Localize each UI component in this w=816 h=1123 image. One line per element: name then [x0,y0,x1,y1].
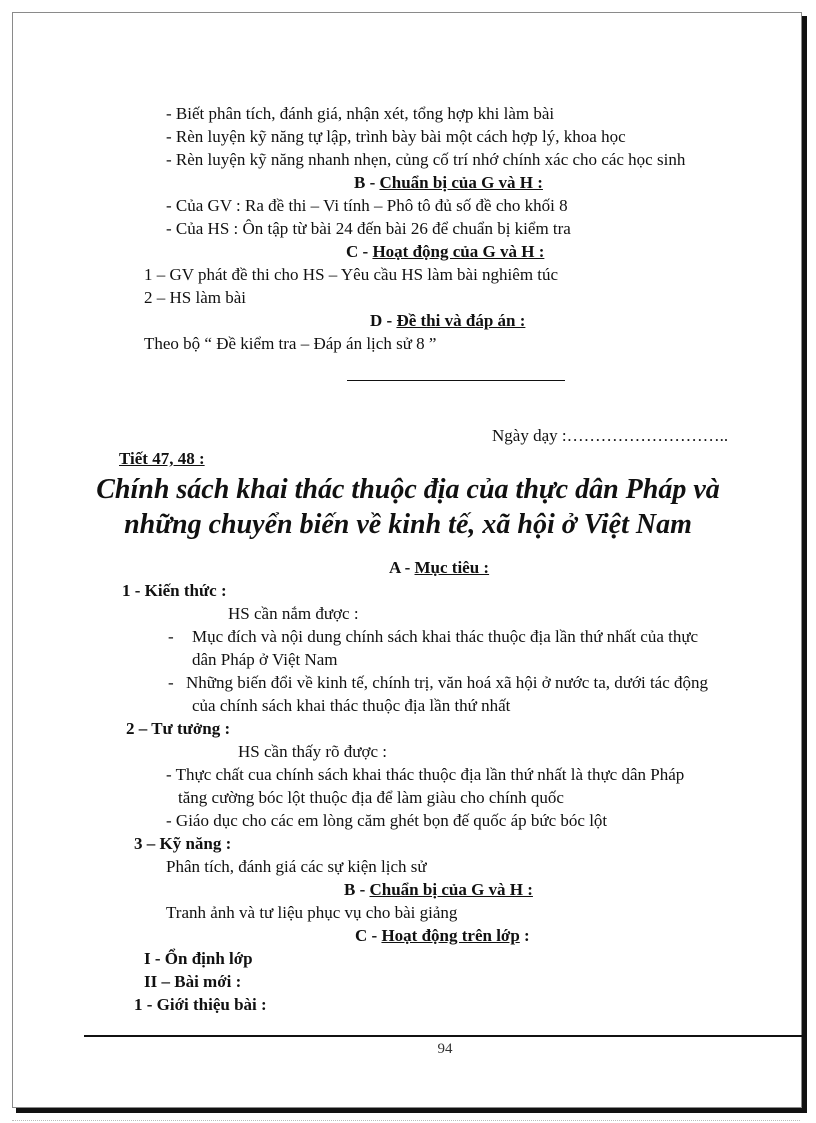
skills-item: Phân tích, đánh giá các sự kiện lịch sử [166,857,427,876]
lesson-title-line-2: những chuyển biến về kinh tế, xã hội ở Việt Nam [124,509,692,540]
activity-step-2: 2 – HS làm bài [144,288,246,307]
bullet-dash: - [168,627,174,646]
heading-c-class-activities [355,926,530,946]
section-divider [347,380,565,381]
heading-c-text: Hoạt động của G và H : [372,242,545,261]
heading-b-prep-2 [344,880,533,900]
heading-a-prefix: A - [389,558,415,577]
attitude-item-2: - Giáo dục cho các em lòng căm ghét bọn đế quốc áp bức bóc lột [166,811,608,830]
heading-a-text: Mục tiêu : [414,558,490,577]
attitude-item-1-line-1: - Thực chất cua chính sách khai thác thuộc địa lần thứ nhất là thực dân Pháp [166,765,685,784]
attitude-item-1-line-2: tăng cường bóc lột thuộc địa để làm giàu cho chính quốc [178,788,564,807]
exam-source-line: Theo bộ “ Đề kiểm tra – Đáp án lịch sử 8 ” [144,334,437,353]
skills-heading: 3 – Kỹ năng : [134,834,232,853]
attitude-intro: HS cần thấy rõ được : [238,742,387,761]
objective-line-3: - Rèn luyện kỹ năng nhanh nhẹn, củng cố trí nhớ chính xác cho các học sinh [166,150,686,169]
heading-b-prep [354,173,543,193]
heading-b2-prefix: B - [344,880,370,899]
heading-d-exam [370,311,525,331]
knowledge-intro: HS cần nắm được : [228,604,359,623]
knowledge-item-2-line-2: của chính sách khai thác thuộc địa lần thứ nhất [192,696,511,715]
knowledge-heading: 1 - Kiến thức : [122,581,227,600]
heading-c2-text: Hoạt động trên lớp [381,926,520,945]
prep-gv-line: - Của GV : Ra đề thi – Vi tính – Phô tô đủ số đề cho khối 8 [166,196,568,215]
heading-b-prefix: B - [354,173,380,192]
page-shadow-right [802,16,807,1110]
bottom-dotted-line [12,1120,800,1121]
attitude-heading: 2 – Tư tưởng : [126,719,231,738]
bullet-dash: - [168,673,174,692]
teaching-date-line: Ngày dạy :……………………….. [492,426,729,445]
step-new-lesson: II – Bài mới : [144,972,242,991]
heading-c-activities [346,242,544,262]
activity-step-1: 1 – GV phát đề thi cho HS – Yêu cầu HS làm bài nghiêm túc [144,265,559,284]
prep-hs-line: - Của HS : Ôn tập từ bài 24 đến bài 26 để chuẩn bị kiểm tra [166,219,571,238]
heading-d-prefix: D - [370,311,397,330]
lesson-title-line-1: Chính sách khai thác thuộc địa của thực dân Pháp và [96,474,720,505]
footer-rule [84,1035,804,1037]
page-shadow-bottom [16,1108,807,1113]
page-number: 94 [437,1041,453,1057]
heading-c2-prefix: C - [355,926,382,945]
knowledge-item-2-line-1: Những biến đổi về kinh tế, chính trị, văn hoá xã hội ở nước ta, dưới tác động [186,673,709,692]
step-introduction: 1 - Giới thiệu bài : [134,995,267,1014]
heading-c2-colon: : [519,926,530,945]
knowledge-item-1-line-1: Mục đích và nội dung chính sách khai thác thuộc địa lần thứ nhất của thực [192,627,699,646]
lesson-period: Tiết 47, 48 : [119,449,205,468]
knowledge-item-1-line-2: dân Pháp ở Việt Nam [192,650,338,669]
objective-line-2: - Rèn luyện kỹ năng tự lập, trình bày bài một cách hợp lý, khoa học [166,127,626,146]
step-class-order: I - Ổn định lớp [144,949,253,968]
heading-b-text: Chuẩn bị của G và H : [379,173,543,192]
heading-c-prefix: C - [346,242,373,261]
heading-b2-text: Chuẩn bị của G và H : [369,880,533,899]
prep-materials: Tranh ảnh và tư liệu phục vụ cho bài giảng [166,903,458,922]
heading-d-text: Đề thi và đáp án : [396,311,526,330]
objective-line-1: - Biết phân tích, đánh giá, nhận xét, tổng hợp khi làm bài [166,104,555,123]
heading-a-objectives [389,558,489,578]
